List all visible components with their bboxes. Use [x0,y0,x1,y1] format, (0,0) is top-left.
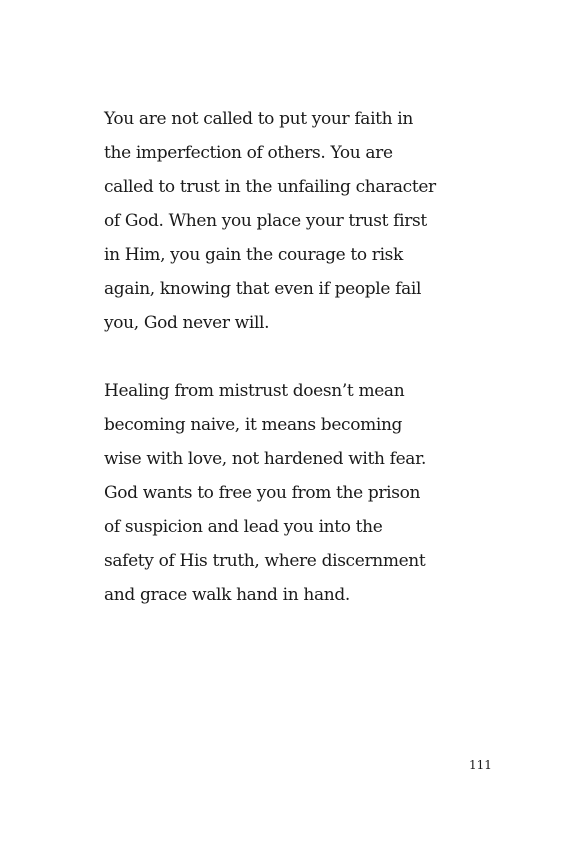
text-line: Healing from mistrust doesn’t mean [104,381,405,401]
text-line: You are not called to put your faith in [104,109,413,129]
text-line: wise with love, not hardened with fear. [104,449,427,469]
text-line: becoming naive, it means becoming [104,415,403,435]
text-line: of God. When you place your trust first [104,211,427,231]
text-line: you, God never will. [104,313,270,333]
text-line: called to trust in the unfailing character [104,177,436,197]
text-line: and grace walk hand in hand. [104,585,350,605]
text-line: in Him, you gain the courage to risk [104,245,403,265]
text-line: of suspicion and lead you into the [104,517,383,537]
text-line: again, knowing that even if people fail [104,279,422,299]
paragraph-1 [104,102,436,340]
text-line: the imperfection of others. You are [104,143,393,163]
page-number: 111 [469,758,492,772]
paragraph-2 [104,374,426,612]
text-line: God wants to free you from the prison [104,483,421,503]
text-line: safety of His truth, where discernment [104,551,426,571]
